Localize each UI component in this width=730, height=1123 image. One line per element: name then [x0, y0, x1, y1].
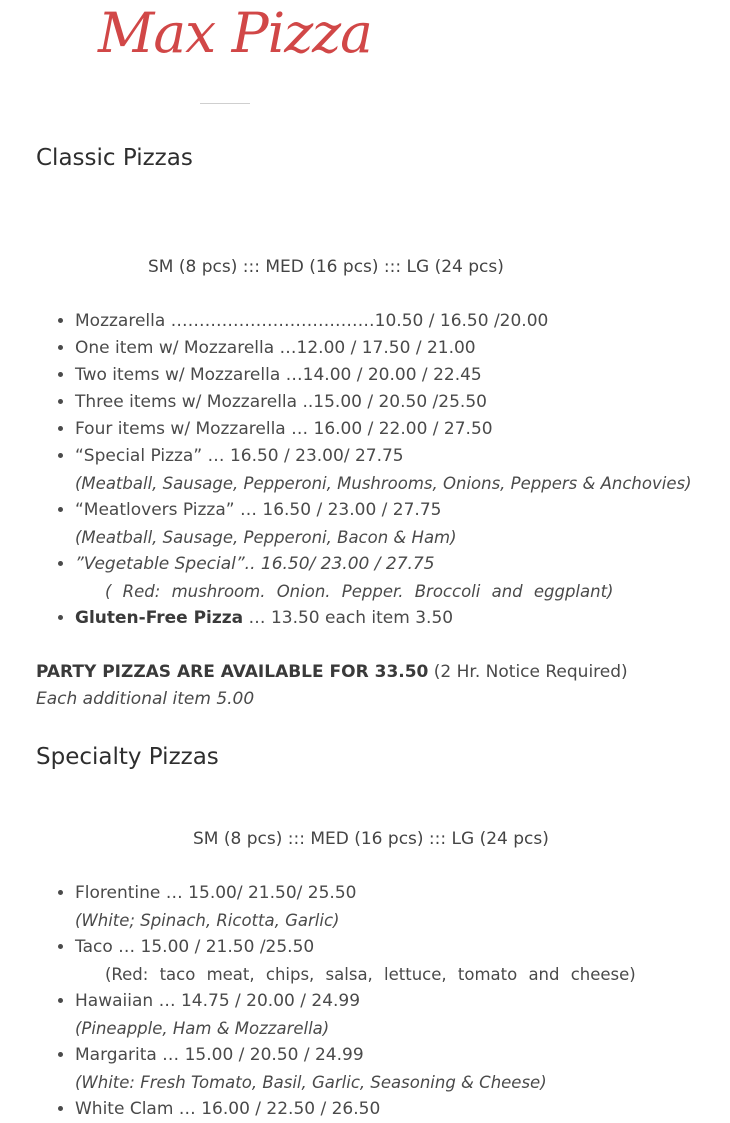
classic-pizzas-heading: Classic Pizzas — [36, 145, 193, 171]
party-additional: Each additional item 5.00 — [36, 689, 255, 709]
item-description: (Meatball, Sausage, Pepperoni, Bacon & Ham) — [75, 528, 457, 547]
list-item — [75, 988, 730, 1042]
item-text: Two items w/ Mozzarella …14.00 / 20.00 / 22.45 — [75, 365, 482, 385]
list-item — [75, 308, 730, 335]
item-text: Margarita … 15.00 / 20.50 / 24.99 — [75, 1045, 364, 1065]
list-item — [75, 880, 730, 934]
item-text: Mozzarella ………………………………10.50 / 16.50 /20.00 — [75, 311, 549, 331]
party-headline: PARTY PIZZAS ARE AVAILABLE FOR 33.50 — [36, 662, 429, 682]
list-item — [75, 1042, 730, 1096]
item-text: ”Vegetable Special”.. 16.50/ 23.00 / 27.75 — [75, 554, 435, 574]
list-item — [75, 389, 730, 416]
item-text: … 13.50 each item 3.50 — [243, 608, 454, 628]
party-note: (2 Hr. Notice Required) — [428, 662, 628, 682]
specialty-pizza-list — [36, 880, 730, 1123]
item-description: ( Red: mushroom. Onion. Pepper. Broccoli and eggplant) — [105, 582, 614, 601]
list-item — [75, 1096, 730, 1123]
item-text: Hawaiian … 14.75 / 20.00 / 24.99 — [75, 991, 361, 1011]
party-notice — [36, 659, 628, 686]
specialty-pizzas-heading: Specialty Pizzas — [36, 744, 219, 770]
list-item — [75, 335, 730, 362]
list-item — [75, 416, 730, 443]
item-text: Four items w/ Mozzarella … 16.00 / 22.00 / 27.50 — [75, 419, 493, 439]
item-description: (Red: taco meat, chips, salsa, lettuce, tomato and cheese) — [105, 965, 636, 984]
item-description: (Pineapple, Ham & Mozzarella) — [75, 1019, 330, 1038]
item-text: White Clam … 16.00 / 22.50 / 26.50 — [75, 1099, 381, 1119]
list-item — [75, 551, 730, 605]
logo: Max Pizza — [98, 1, 372, 65]
item-description: (White: Fresh Tomato, Basil, Garlic, Seasoning & Cheese) — [75, 1073, 547, 1092]
logo-divider — [200, 103, 250, 104]
item-text: Florentine … 15.00/ 21.50/ 25.50 — [75, 883, 357, 903]
classic-pizza-list — [36, 308, 730, 632]
item-text: One item w/ Mozzarella …12.00 / 17.50 / 21.00 — [75, 338, 476, 358]
list-item — [75, 497, 730, 551]
item-bold-label: Gluten-Free Pizza — [75, 608, 244, 628]
list-item — [75, 605, 730, 632]
item-description: (White; Spinach, Ricotta, Garlic) — [75, 911, 340, 930]
item-description: (Meatball, Sausage, Pepperoni, Mushrooms, Onions, Peppers & Anchovies) — [75, 474, 692, 493]
list-item — [75, 934, 730, 988]
item-text: “Special Pizza” … 16.50 / 23.00/ 27.75 — [75, 446, 404, 466]
item-text: Three items w/ Mozzarella ..15.00 / 20.50 /25.50 — [75, 392, 487, 412]
classic-size-legend: SM (8 pcs) ::: MED (16 pcs) ::: LG (24 pcs) — [148, 257, 504, 277]
list-item — [75, 443, 730, 497]
specialty-size-legend: SM (8 pcs) ::: MED (16 pcs) ::: LG (24 pcs) — [193, 829, 549, 849]
item-text: Taco … 15.00 / 21.50 /25.50 — [75, 937, 315, 957]
list-item — [75, 362, 730, 389]
item-text: “Meatlovers Pizza” … 16.50 / 23.00 / 27.75 — [75, 500, 442, 520]
